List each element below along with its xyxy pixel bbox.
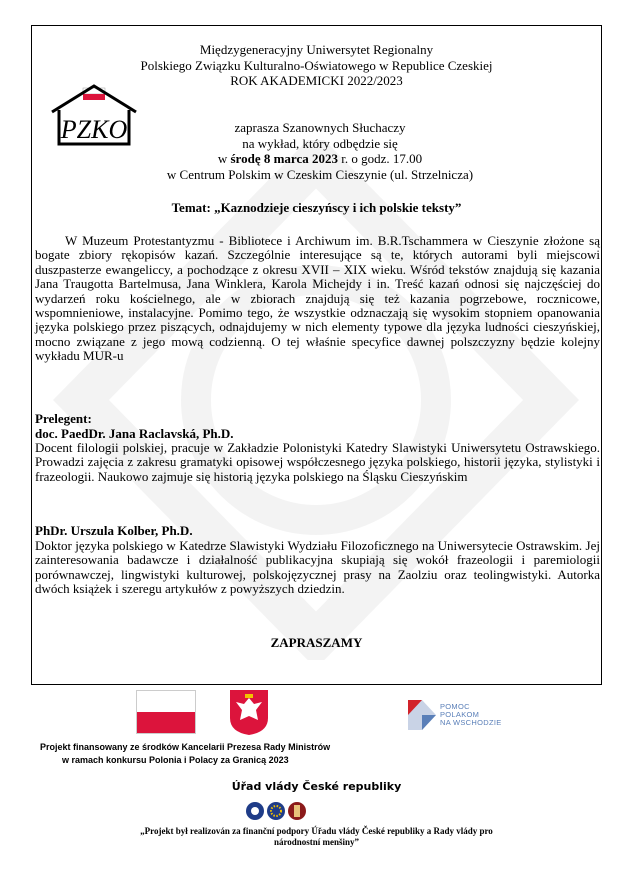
project-funding-line-2: w ramach konkursu Polonia i Polacy za Granicą 2023 [62,755,289,765]
lecture-description: W Muzeum Protestantyzmu - Bibliotece i Archiwum im. B.R.Tschammera w Cieszynie złożone są bogate zbiory rękopisów kazań. Szczególnie interesujące są te, których autorami byli miejscowi duszpasterze ewangeliccy, a pochodzące z okresu XVII – XIX wieku. Wśród tekstów znajdują się kazania Jana Traugotta Bartelmusa, Jana Winklera, Karola Michejdy i in. Treść kazań odnosi się najczęściej do wydarzeń roku kościelnego, ale w zbiorach znajdują się też kazania pogrzebowe, rocznicowe, wspomnieniowe, instalacyjne. Pomimo tego, że wszystkie odznaczają się wysokim stopniem opanowania języka polskiego przez piszących, odnajdujemy w nich elementy typowe dla języka ludności cieszyńskiej, mocno związane z jego mową codzienną. O tej właśnie specyfice dawnej polszczyzny będzie kolejny wykładu MUR-u [35,233,600,364]
logo-text: PZKO [60,115,128,144]
project-funding-line-1: Projekt finansowany ze środków Kancelarii Prezesa Rady Ministrów [40,742,331,752]
closing-invitation: ZAPRASZAMY [270,635,363,650]
invite-line-date: w środę 8 marca 2023 r. o godz. 17.00 [217,151,423,166]
czech-government-office: Úřad vlády České republiky [231,780,402,793]
header-line-university: Międzygeneracyjny Uniwersytet Regionalny [199,42,434,57]
polish-eagle-emblem [228,688,270,736]
pomoc-polakom-text: POMOC POLAKOM NA WSCHODZIE [440,702,502,727]
invite-line-1: zaprasza Szanownych Słuchaczy [234,120,406,135]
lecture-topic: Temat: „Kaznodzieje cieszyńscy i ich polskie teksty” [171,200,462,215]
czech-funding-note: „Projekt był realizován za finanční podpory Úřadu vlády České republiky a Rady vlády pro národnostní menšiny” [140,826,493,847]
invite-line-venue: w Centrum Polskim w Czeskim Cieszynie (ul. Strzelnicza) [166,166,474,182]
czech-government-logos [246,800,306,822]
polish-flag [136,690,196,734]
invite-line-2: na wykład, który odbędzie się [242,135,398,151]
speaker2-name: PhDr. Urszula Kolber, Ph.D. [35,523,193,538]
speakers-label: Prelegent: [35,411,92,426]
header-line-year: ROK AKADEMICKI 2022/2023 [230,73,403,88]
speaker1-bio: Docent filologii polskiej, pracuje w Zakładzie Polonistyki Katedry Slawistyki Uniwersytetu Ostrawskiego. Prowadzi zajęcia z zakresu gramatyki opisowej współczesnego języka polskiego, historii języka, stylistyki i frazeologii. Naukowo zajmuje się historią języka polskiego na Śląsku Cieszyńskim [35,440,600,484]
header-line-association: Polskiego Związku Kulturalno-Oświatowego w Republice Czeskiej [140,57,493,73]
lecture-date: środę 8 marca 2023 [230,151,338,166]
pzko-logo [47,82,141,148]
speaker1-name: doc. PaedDr. Jana Raclavská, Ph.D. [35,426,234,441]
invitation [160,120,480,182]
speaker2-bio: Doktor języka polskiego w Katedrze Slawistyki Wydziału Filozoficznego na Uniwersytecie Ostrawskim. Jej zainteresowania badawcze i działalność publikacyjna skupiają się wokół frazeologii i paremiologii porównawczej, lingwistyki kulturowej, polskojęzycznej prasy na Zaolziu oraz teolingwistyki. Autorka dwóch książek i szeregu artykułów z powyższych dziedzin. [35,538,600,597]
